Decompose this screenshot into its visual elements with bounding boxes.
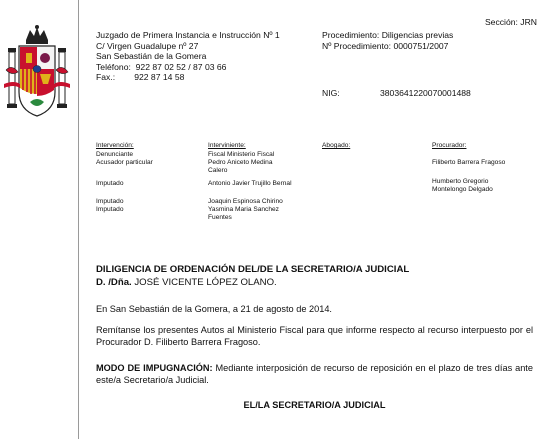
- header-interviniente: Interviniente:: [208, 142, 246, 149]
- court-phone: Teléfono: 922 87 02 52 / 87 03 66: [96, 61, 227, 72]
- crown-icon: [26, 25, 48, 44]
- nig-label: NIG:: [322, 88, 340, 98]
- impugnacion-text: Mediante interposición de recurso de reposición en el plazo de tres días ante este/a Secretario/a Judicial.: [96, 363, 533, 385]
- party-name: Yasmina Maria Sanchez Fuentes: [208, 206, 279, 221]
- party-attorney: Filiberto Barrera Fragoso: [432, 159, 506, 166]
- party-role: Imputado: [96, 206, 124, 213]
- party-name: Pedro Aniceto Medina Calero: [208, 159, 273, 174]
- court-info: [96, 30, 280, 83]
- nig-value: 3803641220070001488: [380, 88, 471, 98]
- column-abogado: [322, 142, 350, 150]
- court-fax: Fax.: 922 87 14 58: [96, 72, 185, 83]
- header-intervencion: Intervención:: [96, 142, 134, 149]
- party-name: Antonio Javier Trujillo Bernal: [208, 180, 292, 187]
- margin-rule: [78, 0, 79, 439]
- party-attorney: Humberto Gregorio Montelongo Delgado: [432, 178, 493, 193]
- party-role: Imputado: [96, 198, 124, 205]
- party-role: Acusador particular: [96, 159, 153, 166]
- place-date: En San Sebastián de la Gomera, a 21 de agosto de 2014.: [96, 304, 332, 314]
- party-role: Denunciante: [96, 151, 134, 158]
- coat-of-arms-emblem: [4, 24, 70, 124]
- impugnacion-label: MODO DE IMPUGNACIÓN:: [96, 363, 213, 373]
- procedure-info: [322, 30, 453, 51]
- body-paragraph: Remítanse los presentes Autos al Ministerio Fiscal para que informe respecto al recurso interpuesto por el Procurador D. Filiberto Barrera Fragoso.: [96, 325, 533, 347]
- signer-title: EL/LA SECRETARIO/A JUDICIAL: [243, 400, 386, 410]
- party-role: Imputado: [96, 180, 124, 187]
- header-procurador: Procurador:: [432, 142, 467, 149]
- procedure-number: Nº Procedimiento: 0000751/2007: [322, 40, 449, 51]
- court-address: C/ Virgen Guadalupe nº 27: [96, 40, 199, 51]
- shield-icon: [19, 46, 55, 116]
- column-procurador: [432, 142, 466, 150]
- pillar-left-icon: [6, 48, 18, 108]
- procedure-type: Procedimiento: Diligencias previas: [322, 30, 454, 40]
- official-line: [96, 277, 277, 289]
- column-interviniente: [208, 142, 246, 150]
- header-abogado: Abogado:: [322, 142, 351, 149]
- party-name: Fiscal Ministerio Fiscal: [208, 151, 275, 158]
- party-name: Joaquin Espinosa Chirino: [208, 198, 283, 205]
- section-code: Sección: JRN: [484, 17, 537, 27]
- official-prefix: D. /Dña.: [96, 277, 132, 288]
- court-name: Juzgado de Primera Instancia e Instrucción Nº 1: [96, 30, 280, 40]
- court-city: San Sebastián de la Gomera: [96, 51, 207, 62]
- official-name: JOSÉ VICENTE LÓPEZ OLANO.: [131, 277, 277, 288]
- column-intervencion: [96, 142, 134, 150]
- pillar-right-icon: [56, 48, 68, 108]
- impugnacion-paragraph: [96, 362, 533, 386]
- document-title: DILIGENCIA DE ORDENACIÓN DEL/DE LA SECRETARIO/A JUDICIAL: [96, 264, 410, 275]
